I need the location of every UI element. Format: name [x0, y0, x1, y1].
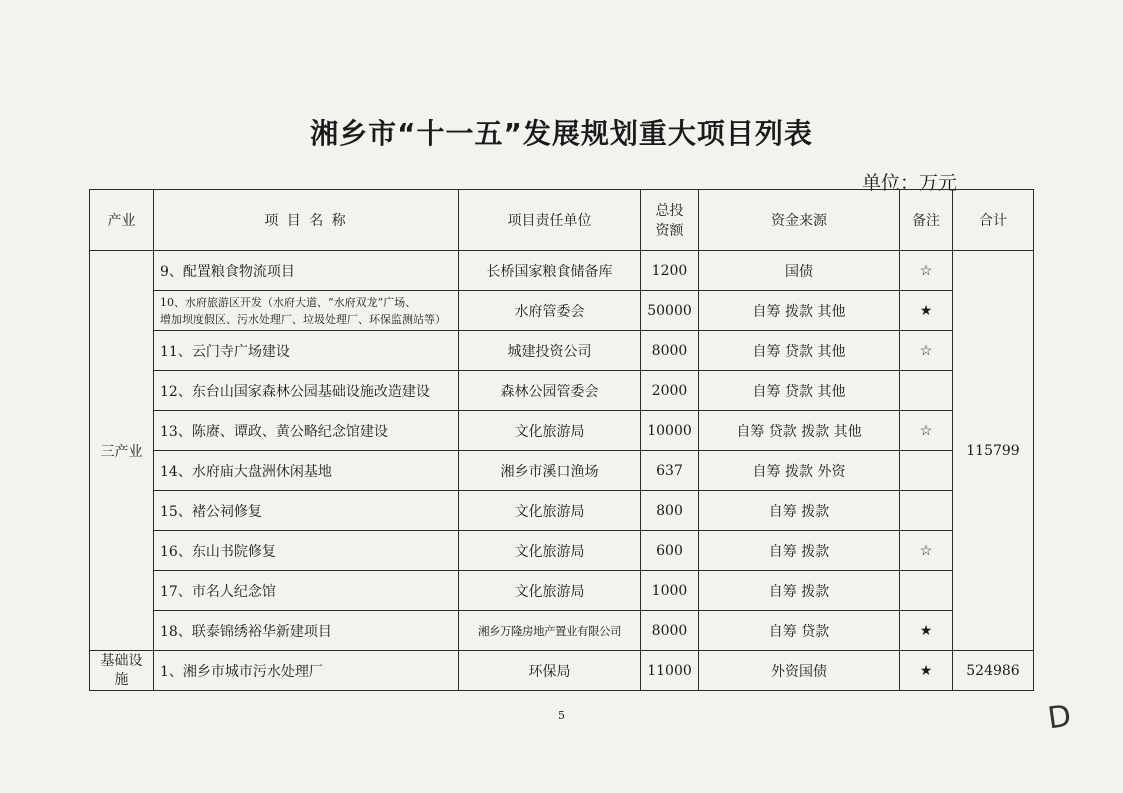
- total-investment: 800: [641, 491, 699, 531]
- project-name-line2: 增加坝度假区、污水处理厂、垃圾处理厂、环保监测站等）: [160, 312, 446, 326]
- table-row: [90, 611, 1034, 651]
- total-investment: 8000: [641, 611, 699, 651]
- fund-source: 自筹 拨款: [699, 531, 900, 571]
- header-total-line2: 资额: [655, 223, 684, 239]
- fund-source: 国债: [699, 251, 900, 291]
- project-name: 16、东山书院修复: [154, 531, 459, 571]
- fund-source: 自筹 拨款 其他: [699, 291, 900, 331]
- note-star: ☆: [900, 411, 953, 451]
- project-name: 12、东台山国家森林公园基础设施改造建设: [154, 371, 459, 411]
- unit-label: 单位：万元: [862, 172, 958, 194]
- group-industry: 三产业: [90, 251, 154, 651]
- table-row: [90, 491, 1034, 531]
- note-star: ☆: [900, 251, 953, 291]
- header-note: 备注: [900, 190, 953, 251]
- header-source: 资金来源: [699, 190, 900, 251]
- table-row: [90, 451, 1034, 491]
- responsible-unit: 环保局: [459, 651, 641, 691]
- total-investment: 2000: [641, 371, 699, 411]
- group-sum: 524986: [953, 651, 1034, 691]
- table-row: [90, 531, 1034, 571]
- table-row: [90, 331, 1034, 371]
- project-name: [154, 291, 459, 331]
- note-star: [900, 491, 953, 531]
- note-star: ☆: [900, 531, 953, 571]
- table-row: [90, 291, 1034, 331]
- responsible-unit: 湘乡市溪口渔场: [459, 451, 641, 491]
- responsible-unit: 文化旅游局: [459, 411, 641, 451]
- project-name: 15、褚公祠修复: [154, 491, 459, 531]
- table-row: [90, 371, 1034, 411]
- responsible-unit: 文化旅游局: [459, 571, 641, 611]
- responsible-unit: 城建投资公司: [459, 331, 641, 371]
- responsible-unit: 水府管委会: [459, 291, 641, 331]
- fund-source: 外资国债: [699, 651, 900, 691]
- note-star: [900, 371, 953, 411]
- header-sum: 合计: [953, 190, 1034, 251]
- header-row: [90, 190, 1034, 251]
- fund-source: 自筹 拨款: [699, 571, 900, 611]
- table-row: [90, 411, 1034, 451]
- fund-source: 自筹 贷款 其他: [699, 331, 900, 371]
- project-name: 14、水府庙大盘洲休闲基地: [154, 451, 459, 491]
- project-table: [89, 189, 1034, 691]
- total-investment: 637: [641, 451, 699, 491]
- note-star: [900, 571, 953, 611]
- total-investment: 1200: [641, 251, 699, 291]
- note-star: ☆: [900, 331, 953, 371]
- corner-handwritten-mark: D: [1045, 698, 1074, 737]
- note-star: ★: [900, 291, 953, 331]
- table-row: [90, 651, 1034, 691]
- project-name: 11、云门寺广场建设: [154, 331, 459, 371]
- project-name: 13、陈赓、谭政、黄公略纪念馆建设: [154, 411, 459, 451]
- fund-source: 自筹 拨款 外资: [699, 451, 900, 491]
- fund-source: 自筹 贷款 拨款 其他: [699, 411, 900, 451]
- responsible-unit: 文化旅游局: [459, 531, 641, 571]
- header-industry: 产业: [90, 190, 154, 251]
- responsible-unit: 长桥国家粮食储备库: [459, 251, 641, 291]
- project-name: 17、市名人纪念馆: [154, 571, 459, 611]
- total-investment: 50000: [641, 291, 699, 331]
- note-star: ★: [900, 651, 953, 691]
- table-row: [90, 571, 1034, 611]
- fund-source: 自筹 贷款: [699, 611, 900, 651]
- fund-source: 自筹 贷款 其他: [699, 371, 900, 411]
- group-sum: 115799: [953, 251, 1034, 651]
- header-project: 项 目 名 称: [154, 190, 459, 251]
- fund-source: 自筹 拨款: [699, 491, 900, 531]
- note-star: ★: [900, 611, 953, 651]
- note-star: [900, 451, 953, 491]
- responsible-unit: 文化旅游局: [459, 491, 641, 531]
- page-title: 湘乡市“十一五”发展规划重大项目列表: [310, 117, 813, 150]
- header-total-line1: 总投: [655, 203, 684, 219]
- responsible-unit: 湘乡万隆房地产置业有限公司: [459, 611, 641, 651]
- total-investment: 8000: [641, 331, 699, 371]
- table-row: [90, 251, 1034, 291]
- total-investment: 10000: [641, 411, 699, 451]
- project-name: 18、联泰锦绣裕华新建项目: [154, 611, 459, 651]
- header-total: [641, 190, 699, 251]
- total-investment: 1000: [641, 571, 699, 611]
- total-investment: 600: [641, 531, 699, 571]
- project-name-line1: 10、水府旅游区开发（水府大道、“水府双龙”广场、: [160, 295, 417, 309]
- responsible-unit: 森林公园管委会: [459, 371, 641, 411]
- page-number: 5: [558, 709, 565, 722]
- project-name: 9、配置粮食物流项目: [154, 251, 459, 291]
- project-name: 1、湘乡市城市污水处理厂: [154, 651, 459, 691]
- total-investment: 11000: [641, 651, 699, 691]
- group-industry: 基础设施: [90, 651, 154, 691]
- header-unit: 项目责任单位: [459, 190, 641, 251]
